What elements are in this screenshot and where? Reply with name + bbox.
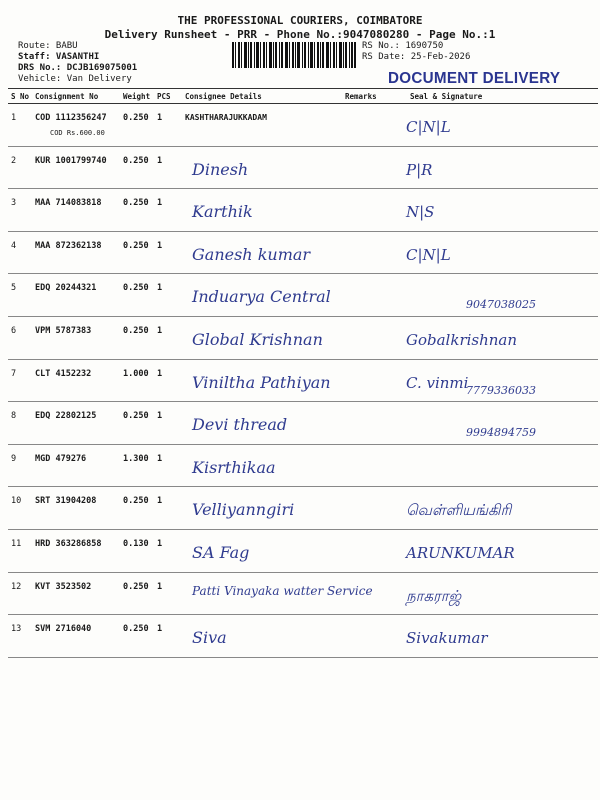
- weight: 0.250: [120, 487, 154, 530]
- consignment-no: [32, 572, 120, 615]
- pcs: 1: [154, 189, 182, 232]
- consignment-no: [32, 529, 120, 572]
- sno: 8: [8, 402, 32, 445]
- consignee-details: [182, 529, 342, 572]
- col-seal: Seal & Signature: [386, 89, 598, 104]
- consignee-details: [182, 316, 342, 359]
- signature-phone: 7779336033: [466, 383, 536, 397]
- consignee-details: [182, 359, 342, 402]
- pcs: 1: [154, 274, 182, 317]
- consignee-handwritten: Patti Vinayaka watter Service: [192, 583, 373, 598]
- consignment-no: [32, 402, 120, 445]
- pcs: 1: [154, 572, 182, 615]
- pcs: 1: [154, 615, 182, 658]
- seal-signature: [386, 146, 598, 189]
- meta-right: [362, 41, 470, 63]
- table-header: [8, 89, 598, 104]
- seal-signature: [386, 104, 598, 147]
- rs-number: RS No.: 1690750: [362, 41, 444, 51]
- consignee-details: [182, 104, 342, 147]
- seal-signature: [386, 444, 598, 487]
- consignee-details: [182, 444, 342, 487]
- consignment-no: [32, 615, 120, 658]
- remarks: [342, 615, 386, 658]
- col-sno: S No: [8, 89, 32, 104]
- col-consignment: Consignment No: [32, 89, 120, 104]
- signature: ARUNKUMAR: [406, 543, 515, 562]
- seal-signature: [386, 274, 598, 317]
- table-row: [8, 231, 598, 274]
- col-weight: Weight: [120, 89, 154, 104]
- pcs: 1: [154, 444, 182, 487]
- remarks: [342, 487, 386, 530]
- consignment-value: KVT 3523502: [35, 581, 92, 592]
- weight: 1.300: [120, 444, 154, 487]
- table-row: [8, 444, 598, 487]
- barcode: [232, 42, 356, 68]
- consignee-handwritten: SA Fag: [192, 542, 250, 562]
- consignment-no: [32, 104, 120, 147]
- seal-signature: [386, 487, 598, 530]
- signature-phone: 9047038025: [466, 298, 536, 312]
- consignment-value: SRT 31904208: [35, 496, 97, 507]
- consignment-value: COD 1112356247: [35, 113, 107, 123]
- vehicle: Vehicle: Van Delivery: [18, 74, 132, 84]
- seal-signature: [386, 615, 598, 658]
- consignment-value: KUR 1001799740: [35, 155, 107, 166]
- signature-phone: 9994894759: [466, 426, 536, 440]
- consignee-typed: KASHTHARAJUKKADAM: [185, 113, 267, 122]
- company-title: THE PROFESSIONAL COURIERS, COIMBATORE: [177, 14, 423, 27]
- document-delivery-stamp: DOCUMENT DELIVERY: [388, 70, 561, 87]
- sno: 10: [8, 487, 32, 530]
- seal-signature: [386, 529, 598, 572]
- weight: 0.250: [120, 402, 154, 445]
- consignment-no: [32, 146, 120, 189]
- signature: Sivakumar: [406, 629, 488, 648]
- consignment-value: CLT 4152232: [35, 368, 92, 379]
- sno: 9: [8, 444, 32, 487]
- remarks: [342, 402, 386, 445]
- weight: 0.250: [120, 316, 154, 359]
- route: Route: BABU: [18, 41, 78, 51]
- signature: P|R: [406, 160, 433, 179]
- drs-number: DRS No.: DCJB169075001: [18, 63, 138, 73]
- remarks: [342, 104, 386, 147]
- consignee-details: [182, 189, 342, 232]
- weight: 0.250: [120, 189, 154, 232]
- sno: 12: [8, 572, 32, 615]
- seal-signature: [386, 316, 598, 359]
- consignee-details: [182, 615, 342, 658]
- remarks: [342, 316, 386, 359]
- consignment-no: [32, 316, 120, 359]
- consignee-details: [182, 572, 373, 615]
- consignment-no: [32, 359, 120, 402]
- table-row: [8, 146, 598, 189]
- consignee-details: [182, 231, 342, 274]
- pcs: 1: [154, 316, 182, 359]
- sno: 3: [8, 189, 32, 232]
- pcs: 1: [154, 146, 182, 189]
- consignee-handwritten: Dinesh: [192, 159, 249, 179]
- weight: 1.000: [120, 359, 154, 402]
- remarks: [342, 274, 386, 317]
- seal-signature: [386, 572, 598, 615]
- consignee-details: [182, 274, 342, 317]
- consignee-handwritten: Ganesh kumar: [192, 244, 311, 264]
- consignment-no: [32, 487, 120, 530]
- remarks: [342, 189, 386, 232]
- sno: 4: [8, 231, 32, 274]
- signature: வெள்ளியங்கிரி: [406, 501, 512, 520]
- col-consignee: Consignee Details: [182, 89, 342, 104]
- consignment-value: VPM 5787383: [35, 325, 92, 336]
- consignee-handwritten: Induarya Central: [192, 287, 331, 307]
- consignee-details: [182, 402, 342, 445]
- consignment-value: HRD 363286858: [35, 538, 102, 549]
- col-pcs: PCS: [154, 89, 182, 104]
- sno: 5: [8, 274, 32, 317]
- remarks: [342, 529, 386, 572]
- remarks: [342, 572, 386, 615]
- table-row: [8, 189, 598, 232]
- weight: 0.250: [120, 572, 154, 615]
- consignment-no: [32, 274, 120, 317]
- consignment-value: MAA 872362138: [35, 240, 102, 251]
- sno: 11: [8, 529, 32, 572]
- table-row: [8, 529, 598, 572]
- rs-date: RS Date: 25-Feb-2026: [362, 52, 471, 62]
- signature: Gobalkrishnan: [406, 330, 518, 349]
- staff: Staff: VASANTHI: [18, 52, 100, 62]
- weight: 0.250: [120, 146, 154, 189]
- pcs: 1: [154, 231, 182, 274]
- pcs: 1: [154, 359, 182, 402]
- consignment-no: [32, 189, 120, 232]
- remarks: [342, 146, 386, 189]
- signature: N|S: [406, 203, 435, 222]
- pcs: 1: [154, 487, 182, 530]
- consignee-handwritten: Velliyanngiri: [192, 500, 295, 520]
- table-row: [8, 359, 598, 402]
- weight: 0.250: [120, 274, 154, 317]
- sno: 2: [8, 146, 32, 189]
- consignee-handwritten: Viniltha Pathiyan: [192, 372, 331, 392]
- weight: 0.130: [120, 529, 154, 572]
- consignment-no: [32, 444, 120, 487]
- sno: 1: [8, 104, 32, 147]
- pcs: 1: [154, 529, 182, 572]
- table-row: [8, 402, 598, 445]
- weight: 0.250: [120, 231, 154, 274]
- table-row: [8, 487, 598, 530]
- consignee-handwritten: Siva: [192, 628, 227, 648]
- seal-signature: [386, 402, 598, 445]
- consignee-handwritten: Kisrthikaa: [192, 457, 276, 477]
- consignment-value: SVM 2716040: [35, 624, 92, 635]
- remarks: [342, 359, 386, 402]
- runsheet-table: [8, 88, 598, 658]
- seal-signature: [386, 189, 598, 232]
- table-row: [8, 316, 598, 359]
- consignee-handwritten: Karthik: [192, 202, 253, 222]
- sno: 7: [8, 359, 32, 402]
- seal-signature: [386, 359, 598, 402]
- signature: C|N|L: [406, 118, 451, 136]
- signature: நாகராஜ்: [406, 586, 462, 605]
- col-remarks: Remarks: [342, 89, 386, 104]
- consignment-no: [32, 231, 120, 274]
- consignment-value: EDQ 22802125: [35, 411, 97, 422]
- pcs: 1: [154, 402, 182, 445]
- consignee-details: [182, 487, 342, 530]
- sno: 13: [8, 615, 32, 658]
- meta-left: [18, 41, 137, 85]
- cod-amount: COD Rs.600.00: [50, 129, 105, 137]
- consignment-value: MAA 714083818: [35, 198, 102, 209]
- table-row: [8, 274, 598, 317]
- remarks: [342, 444, 386, 487]
- weight: 0.250: [120, 615, 154, 658]
- table-row: [8, 615, 598, 658]
- table-row: [8, 572, 598, 615]
- consignee-handwritten: Global Krishnan: [192, 329, 323, 349]
- table-row: [8, 104, 598, 147]
- signature: C|N|L: [406, 245, 451, 264]
- remarks: [342, 231, 386, 274]
- pcs: 1: [154, 104, 182, 147]
- sno: 6: [8, 316, 32, 359]
- consignment-value: EDQ 20244321: [35, 283, 97, 294]
- consignee-handwritten: Devi thread: [192, 415, 288, 435]
- runsheet-title: Delivery Runsheet - PRR - Phone No.:9047080280 - Page No.:1: [104, 28, 496, 41]
- weight: 0.250: [120, 104, 154, 147]
- consignment-value: MGD 479276: [35, 453, 87, 464]
- consignee-details: [182, 146, 342, 189]
- seal-signature: [386, 231, 598, 274]
- signature: C. vinmi: [406, 373, 469, 392]
